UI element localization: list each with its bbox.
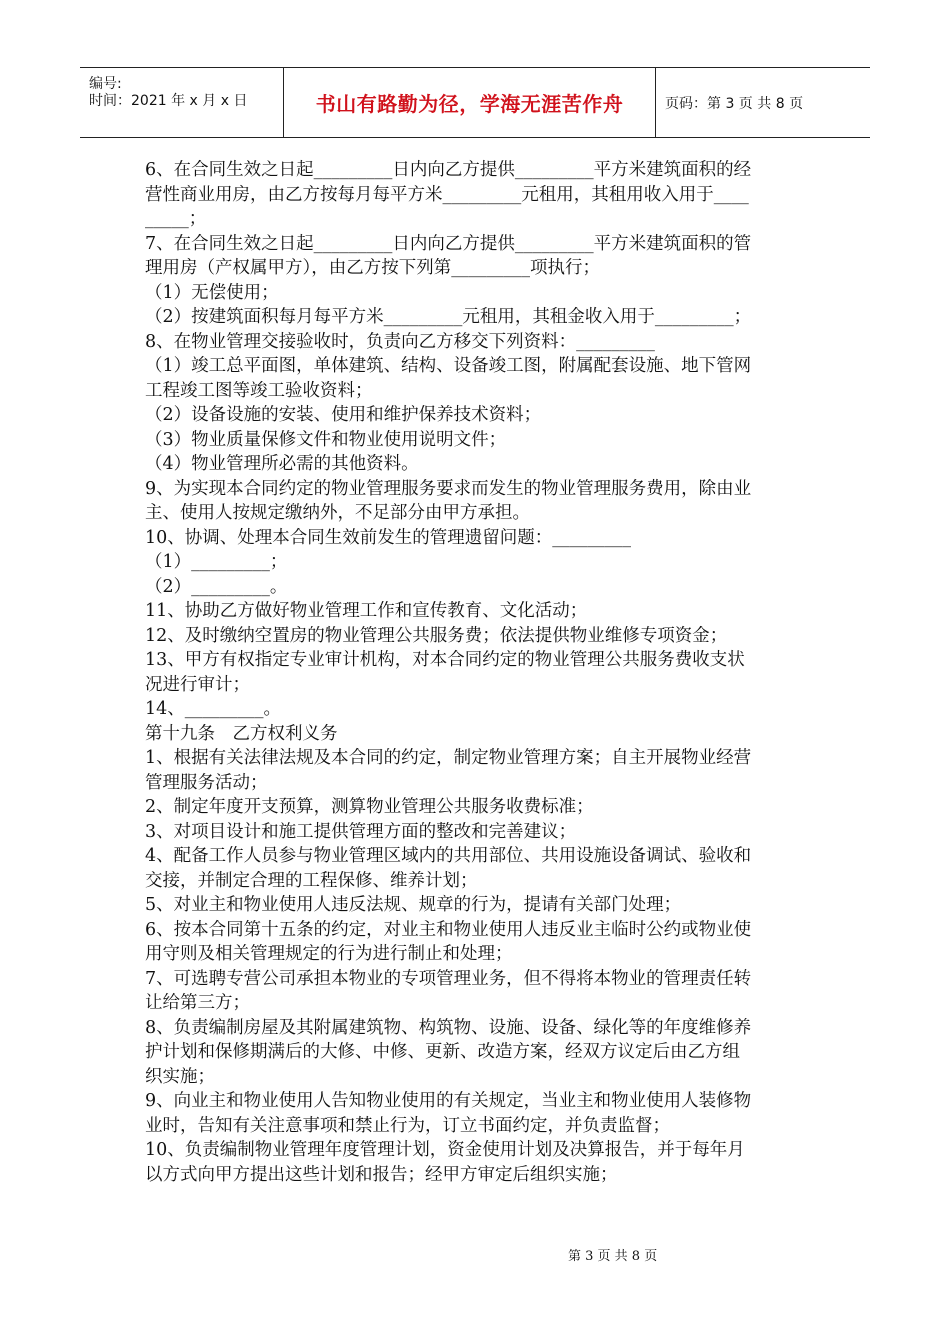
body-text-line: 况进行审计； [145, 674, 250, 695]
body-text-line: （1）无偿使用； [145, 282, 279, 303]
document-number-label: 编号: [89, 76, 122, 92]
body-text-line: （4）物业管理所必需的其他资料。 [145, 454, 419, 474]
body-text-line: 理用房（产权属甲方），由乙方按下列第_________项执行； [145, 258, 600, 278]
body-text-line: 5、对业主和物业使用人违反法规、规章的行为，提请有关部门处理； [145, 895, 682, 915]
body-text-line: 7、可选聘专营公司承担本物业的专项管理业务，但不得将本物业的管理责任转 [145, 968, 752, 989]
body-text-line: 8、负责编制房屋及其附属建筑物、构筑物、设施、设备、绿化等的年度维修养 [145, 1017, 752, 1038]
body-text-line: 6、按本合同第十五条的约定，对业主和物业使用人违反业主临时公约或物业使 [145, 919, 752, 940]
body-text-line: 营性商业用房，由乙方按每月每平方米_________元租用，其租用收入用于____ [145, 184, 749, 205]
header-divider [655, 68, 656, 137]
footer-page-number: 第 3 页 共 8 页 [568, 1249, 658, 1264]
body-text-line: 1、根据有关法律法规及本合同的约定，制定物业管理方案；自主开展物业经营 [145, 748, 752, 768]
header-meta [80, 68, 282, 137]
body-text-line: _____； [145, 209, 207, 229]
body-text-line: 用守则及相关管理规定的行为进行制止和处理； [145, 944, 513, 964]
body-text-line: 9、为实现本合同约定的物业管理服务要求而发生的物业管理服务费用，除由业 [145, 478, 752, 499]
header-motto: 书山有路勤为径，学海无涯苦作舟 [315, 92, 624, 116]
body-text-line: 10、协调、处理本合同生效前发生的管理遗留问题：_________ [145, 527, 632, 548]
body-text-line: 2、制定年度开支预算，测算物业管理公共服务收费标准； [145, 797, 594, 817]
header-page-info: 页码：第 3 页 共 8 页 [665, 95, 804, 112]
body-text-line: 管理服务活动； [145, 772, 268, 793]
body-text-line: 14、_________。 [145, 699, 282, 719]
body-text-line: 13、甲方有权指定专业审计机构，对本合同约定的物业管理公共服务费收支状 [145, 650, 745, 670]
body-text-line: 8、在物业管理交接验收时，负责向乙方移交下列资料：_________ [145, 331, 655, 352]
body-text-line: （1）竣工总平面图，单体建筑、结构、设备竣工图，附属配套设施、地下管网 [145, 356, 752, 376]
body-text-line: 12、及时缴纳空置房的物业管理公共服务费；依法提供物业维修专项资金； [145, 625, 728, 646]
body-text-line: （2）按建筑面积每月每平方米_________元租用，其租金收入用于_________； [145, 307, 752, 327]
body-text-line: 主、使用人按规定缴纳外，不足部分由甲方承担。 [145, 503, 530, 523]
page-header [80, 67, 870, 138]
body-text-line: （1）_________； [145, 552, 288, 572]
body-text-line: 让给第三方； [145, 993, 250, 1013]
body-text-line: 交接，并制定合理的工程保修、维养计划； [145, 870, 478, 891]
body-text-line: 4、配备工作人员参与物业管理区域内的共用部位、共用设施设备调试、验收和 [145, 846, 752, 866]
body-text-line: （3）物业质量保修文件和物业使用说明文件； [145, 429, 507, 450]
body-text-line: 以方式向甲方提出这些计划和报告；经甲方审定后组织实施； [145, 1164, 618, 1185]
body-text-line: 11、协助乙方做好物业管理工作和宣传教育、文化活动； [145, 601, 588, 621]
body-text-line: 工程竣工图等竣工验收资料； [145, 380, 373, 401]
body-text-line: 7、在合同生效之日起_________日内向乙方提供_________平方米建筑面积的管 [145, 233, 752, 254]
body-text-line: 业时，告知有关注意事项和禁止行为，订立书面约定，并负责监督； [145, 1115, 670, 1136]
body-text-line: 9、向业主和物业使用人告知物业使用的有关规定，当业主和物业使用人装修物 [145, 1091, 752, 1111]
body-text-line: 6、在合同生效之日起_________日内向乙方提供_________平方米建筑面积的经 [145, 160, 752, 180]
body-text-line: （2）设备设施的安装、使用和维护保养技术资料； [145, 405, 542, 425]
document-body [145, 158, 810, 1187]
body-text-line: 织实施； [145, 1066, 215, 1087]
body-text-line: （2）_________。 [145, 576, 288, 597]
document-date-label: 时间：2021 年 x 月 x 日 [89, 93, 248, 109]
body-text-line: 护计划和保修期满后的大修、中修、更新、改造方案，经双方议定后由乙方组 [145, 1042, 740, 1062]
body-text-line: 10、负责编制物业管理年度管理计划，资金使用计划及决算报告，并于每年月 [145, 1140, 745, 1160]
body-text-line: 3、对项目设计和施工提供管理方面的整改和完善建议； [145, 821, 577, 842]
body-text-line: 第十九条 乙方权利义务 [145, 723, 338, 744]
